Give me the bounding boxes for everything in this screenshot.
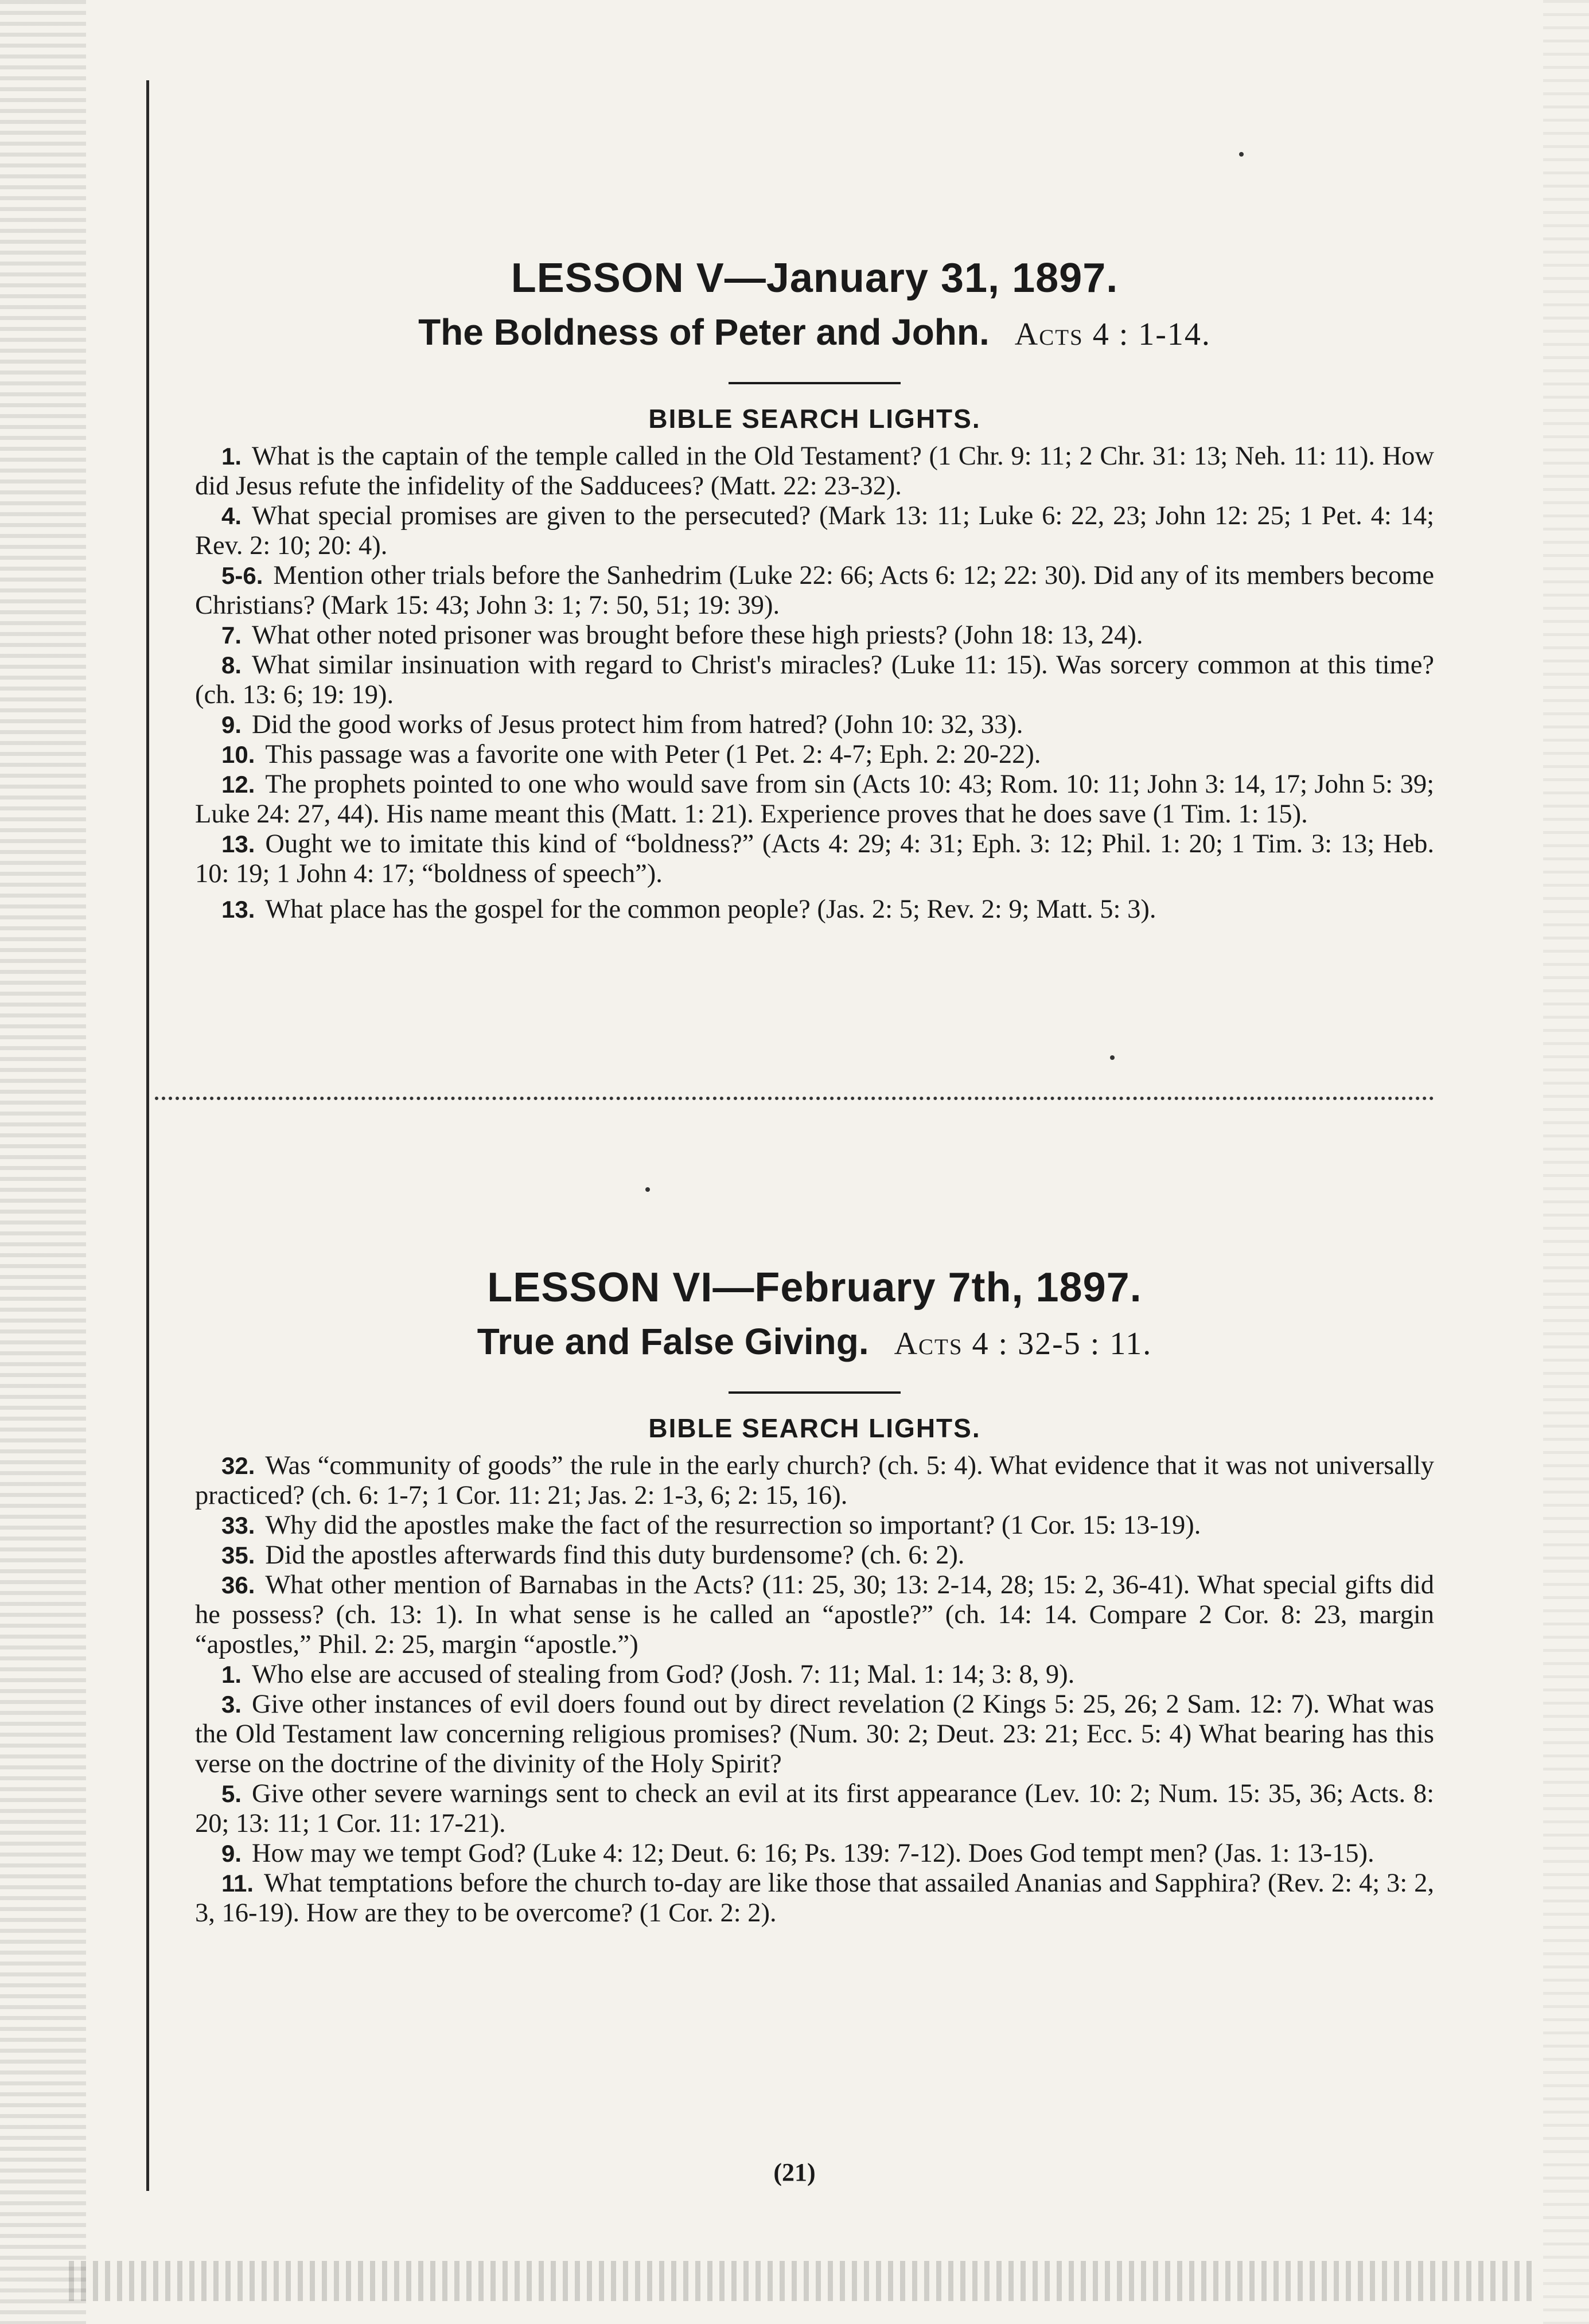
question-text: What temptations before the church to-day are like those that assailed Ananias and Sapphira? (Rev. 2: 4; 3: 2, 3, 16-19). How are they to be overcome? (1 Cor. 2: 2).: [195, 1869, 1434, 1928]
question-text: What is the captain of the temple called in the Old Testament? (1 Chr. 9: 11; 2 Chr. 31: 13; Neh. 11: 11). How did Jesus refute the infidelity of the Sadducees? (Matt. 22: 23-32).: [195, 442, 1434, 501]
question-item: [195, 1451, 1434, 1511]
question-text: What other noted prisoner was brought before these high priests? (John 18: 13, 24).: [252, 621, 1143, 650]
question-number: 1.: [221, 1661, 242, 1688]
question-item: [195, 895, 1434, 925]
print-speck: [645, 1187, 650, 1192]
title-rule: [729, 382, 901, 384]
scripture-reference: Acts 4 : 32-5 : 11.: [894, 1326, 1152, 1362]
lesson-title: LESSON VI—February 7th, 1897.: [487, 1265, 1142, 1311]
question-number: 3.: [221, 1691, 242, 1718]
question-item: [195, 561, 1434, 621]
left-margin-rule: [146, 80, 149, 2191]
question-text: How may we tempt God? (Luke 4: 12; Deut. 6: 16; Ps. 139: 7-12). Does God tempt men? (Jas. 1: 13-15).: [252, 1839, 1374, 1868]
question-item: [195, 1570, 1434, 1660]
question-number: 13.: [221, 830, 255, 857]
question-item: [195, 501, 1434, 561]
question-number: 4.: [221, 502, 242, 529]
question-number: 10.: [221, 741, 255, 768]
question-text: This passage was a favorite one with Peter (1 Pet. 2: 4-7; Eph. 2: 20-22).: [265, 740, 1041, 769]
question-number: 5.: [221, 1780, 242, 1807]
question-number: 11.: [221, 1870, 254, 1897]
question-list: [195, 1451, 1434, 1928]
dotted-divider: [155, 1097, 1434, 1100]
question-item: [195, 1511, 1434, 1541]
question-text: Did the good works of Jesus protect him from hatred? (John 10: 32, 33).: [252, 710, 1023, 739]
question-text: Who else are accused of stealing from God? (Josh. 7: 11; Mal. 1: 14; 3: 8, 9).: [252, 1660, 1075, 1689]
question-item: [195, 740, 1434, 770]
question-item: [195, 710, 1434, 740]
question-text: Mention other trials before the Sanhedrim (Luke 22: 66; Acts 6: 12; 22: 30). Did any of its members become Christians? (Mark 15: 43; John 3: 1; 7: 50, 51; 19: 39).: [195, 561, 1434, 620]
question-item: [195, 1869, 1434, 1928]
lesson-subtitle: The Boldness of Peter and John.: [418, 311, 990, 353]
print-speck: [1110, 1055, 1115, 1060]
question-number: 8.: [221, 652, 242, 679]
lesson-vi: [195, 1262, 1434, 1928]
question-text: What other mention of Barnabas in the Acts? (11: 25, 30; 13: 2-14, 28; 15: 2, 36-41). What special gifts did he possess? (ch. 13: 1). In what sense is he called an “apostle?” (ch. 14: 14. Compare 2 Cor. 8: 23, margin “apostles,” Phil. 2: 25, margin “apostle.”): [195, 1570, 1434, 1659]
section-heading: BIBLE SEARCH LIGHTS.: [648, 404, 981, 434]
question-number: 32.: [221, 1452, 255, 1479]
left-binding-shadow: [0, 0, 86, 2324]
right-edge-shadow: [1543, 0, 1589, 2324]
question-list: [195, 442, 1434, 925]
section-heading: BIBLE SEARCH LIGHTS.: [648, 1413, 981, 1443]
question-item: [195, 621, 1434, 650]
bottom-edge-shadow: [69, 2261, 1537, 2301]
question-number: 9.: [221, 1840, 242, 1867]
lesson-title: LESSON V—January 31, 1897.: [511, 255, 1119, 301]
question-number: 36.: [221, 1572, 255, 1598]
question-text: Give other instances of evil doers found out by direct revelation (2 Kings 5: 25, 26; 2 Sam. 12: 7). What was the Old Testament law concerning religious promises? (Num. 30: 2; Deut. 23: 21; Ecc. 5: 4) What bearing has this verse on the doctrine of the divinity of the Holy Spirit?: [195, 1690, 1434, 1779]
question-number: 7.: [221, 622, 242, 649]
question-text: What similar insinuation with regard to Christ's miracles? (Luke 11: 15). Was sorcery common at this time? (ch. 13: 6; 19: 19).: [195, 650, 1434, 709]
question-item: [195, 1839, 1434, 1869]
question-number: 33.: [221, 1512, 255, 1539]
question-item: [195, 1541, 1434, 1570]
print-speck: [1239, 152, 1244, 157]
question-text: Ought we to imitate this kind of “boldness?” (Acts 4: 29; 4: 31; Eph. 3: 12; Phil. 1: 20; 1 Tim. 3: 13; Heb. 10: 19; 1 John 4: 17; “boldness of speech”).: [195, 829, 1434, 888]
question-number: 35.: [221, 1542, 255, 1569]
question-text: The prophets pointed to one who would save from sin (Acts 10: 43; Rom. 10: 11; John 3: 14, 17; John 5: 39; Luke 24: 27, 44). His name meant this (Matt. 1: 21). Experience proves that he does save (1 Tim. 1: 15).: [195, 770, 1434, 829]
question-text: Why did the apostles make the fact of the resurrection so important? (1 Cor. 15: 13-19).: [265, 1511, 1201, 1540]
question-number: 9.: [221, 711, 242, 738]
lesson-subtitle-line: [195, 306, 1434, 368]
question-item: [195, 442, 1434, 501]
question-item: [195, 1779, 1434, 1839]
scripture-reference: Acts 4 : 1-14.: [1014, 317, 1211, 352]
page-number: (21): [773, 2158, 816, 2186]
lesson-subtitle: True and False Giving.: [477, 1321, 869, 1362]
question-text: What special promises are given to the persecuted? (Mark 13: 11; Luke 6: 22, 23; John 12: 25; 1 Pet. 4: 14; Rev. 2: 10; 20: 4).: [195, 501, 1434, 560]
question-item: [195, 1690, 1434, 1779]
question-text: What place has the gospel for the common people? (Jas. 2: 5; Rev. 2: 9; Matt. 5: 3).: [265, 895, 1156, 924]
question-number: 1.: [221, 443, 242, 470]
question-item: [195, 1660, 1434, 1690]
title-rule: [729, 1391, 901, 1394]
lesson-v: [195, 252, 1434, 925]
question-item: [195, 829, 1434, 889]
question-item: [195, 770, 1434, 829]
question-text: Did the apostles afterwards find this duty burdensome? (ch. 6: 2).: [265, 1541, 965, 1570]
lesson-subtitle-line: [195, 1316, 1434, 1378]
question-number: 12.: [221, 771, 255, 798]
question-text: Give other severe warnings sent to check an evil at its first appearance (Lev. 10: 2; Num. 15: 35, 36; Acts. 8: 20; 13: 11; 1 Cor. 11: 17-21).: [195, 1779, 1434, 1838]
question-text: Was “community of goods” the rule in the early church? (ch. 5: 4). What evidence that it was not universally practiced? (ch. 6: 1-7; 1 Cor. 11: 21; Jas. 2: 1-3, 6; 2: 15, 16).: [195, 1451, 1434, 1510]
question-item: [195, 650, 1434, 710]
question-number: 13.: [221, 896, 255, 923]
question-number: 5-6.: [221, 562, 263, 589]
